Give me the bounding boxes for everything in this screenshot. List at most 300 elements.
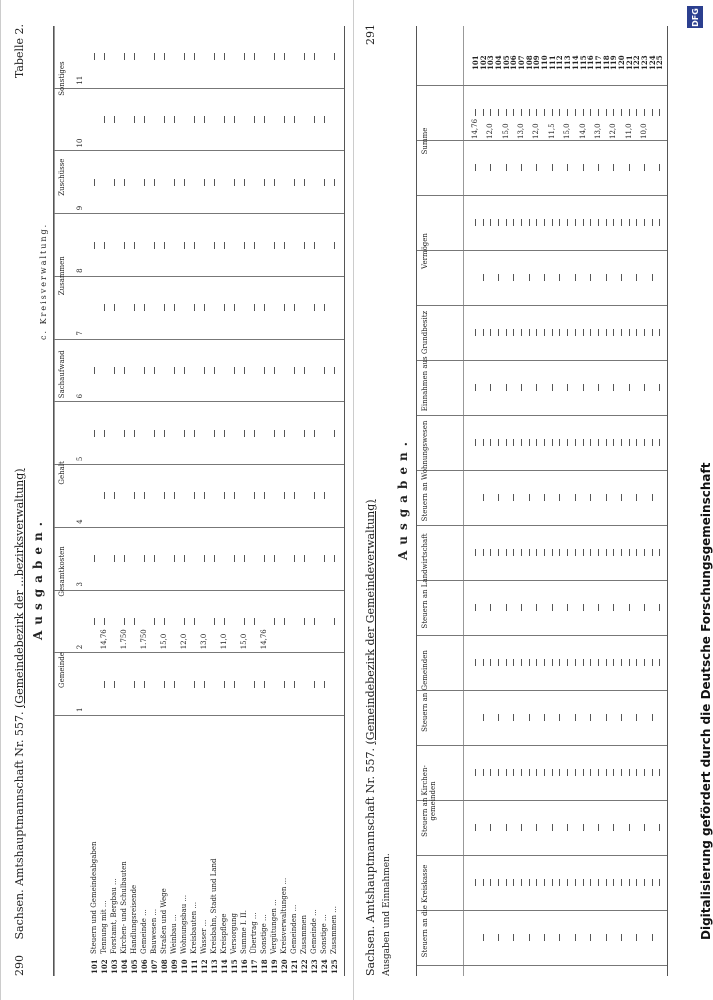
row-label: Kirchen- und Schulbauten bbox=[120, 861, 128, 954]
empty-cell-dash bbox=[475, 330, 476, 337]
empty-cell-dash bbox=[559, 550, 560, 557]
empty-cell-dash bbox=[264, 116, 265, 123]
empty-cell-dash bbox=[483, 220, 484, 227]
right-page-header bbox=[364, 499, 377, 976]
empty-cell-dash bbox=[274, 618, 275, 625]
empty-cell-dash bbox=[334, 53, 335, 60]
empty-cell-dash bbox=[134, 681, 135, 688]
column-separator bbox=[54, 590, 344, 591]
column-number: 6 bbox=[76, 393, 84, 399]
row-label: Zusammen ... bbox=[330, 906, 338, 954]
row-number: 114 bbox=[570, 55, 580, 70]
empty-cell-dash bbox=[521, 770, 522, 777]
empty-cell-dash bbox=[583, 605, 584, 612]
cell-value: 1.750 bbox=[120, 629, 128, 650]
empty-cell-dash bbox=[559, 440, 560, 447]
empty-cell-dash bbox=[529, 220, 530, 227]
row-number: 120 bbox=[280, 959, 289, 974]
column-separator bbox=[417, 85, 667, 86]
empty-cell-dash bbox=[294, 116, 295, 123]
empty-cell-dash bbox=[659, 770, 660, 777]
empty-cell-dash bbox=[621, 220, 622, 227]
empty-cell-dash bbox=[590, 110, 591, 117]
page-number: 291 bbox=[364, 24, 377, 45]
column-number: 11 bbox=[76, 75, 84, 85]
empty-cell-dash bbox=[506, 440, 507, 447]
left-data-table bbox=[53, 26, 345, 976]
column-separator bbox=[417, 635, 667, 636]
empty-cell-dash bbox=[636, 275, 637, 282]
empty-cell-dash bbox=[284, 681, 285, 688]
empty-cell-dash bbox=[224, 618, 225, 625]
right-data-table bbox=[416, 26, 668, 976]
empty-cell-dash bbox=[324, 492, 325, 499]
empty-cell-dash bbox=[636, 440, 637, 447]
empty-cell-dash bbox=[144, 116, 145, 123]
empty-cell-dash bbox=[513, 495, 514, 502]
empty-cell-dash bbox=[629, 605, 630, 612]
empty-cell-dash bbox=[114, 116, 115, 123]
empty-cell-dash bbox=[475, 880, 476, 887]
empty-cell-dash bbox=[124, 555, 125, 562]
empty-cell-dash bbox=[606, 440, 607, 447]
empty-cell-dash bbox=[214, 53, 215, 60]
empty-cell-dash bbox=[567, 550, 568, 557]
empty-cell-dash bbox=[529, 275, 530, 282]
empty-cell-dash bbox=[144, 179, 145, 186]
empty-cell-dash bbox=[214, 179, 215, 186]
row-number: 116 bbox=[586, 55, 596, 70]
column-number: 8 bbox=[76, 268, 84, 273]
empty-cell-dash bbox=[274, 367, 275, 374]
empty-cell-dash bbox=[621, 880, 622, 887]
empty-cell-dash bbox=[583, 825, 584, 832]
empty-cell-dash bbox=[598, 440, 599, 447]
empty-cell-dash bbox=[490, 165, 491, 172]
empty-cell-dash bbox=[606, 275, 607, 282]
empty-cell-dash bbox=[104, 53, 105, 60]
empty-cell-dash bbox=[652, 550, 653, 557]
empty-cell-dash bbox=[659, 605, 660, 612]
empty-cell-dash bbox=[475, 660, 476, 667]
empty-cell-dash bbox=[575, 330, 576, 337]
empty-cell-dash bbox=[264, 367, 265, 374]
empty-cell-dash bbox=[94, 179, 95, 186]
row-number: 117 bbox=[250, 959, 259, 974]
column-header: Gemeinde bbox=[58, 652, 66, 688]
empty-cell-dash bbox=[334, 430, 335, 437]
empty-cell-dash bbox=[506, 550, 507, 557]
empty-cell-dash bbox=[552, 385, 553, 392]
empty-cell-dash bbox=[490, 825, 491, 832]
empty-cell-dash bbox=[324, 179, 325, 186]
empty-cell-dash bbox=[583, 165, 584, 172]
empty-cell-dash bbox=[304, 430, 305, 437]
empty-cell-dash bbox=[575, 880, 576, 887]
empty-cell-dash bbox=[104, 492, 105, 499]
column-header: Vermögen bbox=[421, 233, 429, 269]
empty-cell-dash bbox=[184, 53, 185, 60]
empty-cell-dash bbox=[194, 53, 195, 60]
row-number: 118 bbox=[601, 55, 611, 70]
empty-cell-dash bbox=[490, 440, 491, 447]
empty-cell-dash bbox=[659, 220, 660, 227]
column-separator bbox=[417, 910, 667, 911]
column-separator bbox=[54, 527, 344, 528]
empty-cell-dash bbox=[224, 53, 225, 60]
empty-cell-dash bbox=[324, 555, 325, 562]
empty-cell-dash bbox=[552, 165, 553, 172]
empty-cell-dash bbox=[475, 385, 476, 392]
cell-value: 12,0 bbox=[532, 123, 541, 139]
header-text-c: Nr. 557. bbox=[13, 711, 26, 757]
cell-value: 14,76 bbox=[100, 629, 108, 650]
column-separator bbox=[417, 140, 667, 141]
empty-cell-dash bbox=[590, 715, 591, 722]
empty-cell-dash bbox=[621, 495, 622, 502]
empty-cell-dash bbox=[294, 681, 295, 688]
column-header: Steuern an Gemeinden bbox=[421, 650, 429, 732]
header-divider bbox=[463, 26, 464, 976]
empty-cell-dash bbox=[652, 330, 653, 337]
empty-cell-dash bbox=[506, 165, 507, 172]
empty-cell-dash bbox=[644, 605, 645, 612]
empty-cell-dash bbox=[621, 550, 622, 557]
empty-cell-dash bbox=[134, 618, 135, 625]
empty-cell-dash bbox=[536, 220, 537, 227]
empty-cell-dash bbox=[606, 110, 607, 117]
row-number: 115 bbox=[230, 959, 239, 974]
empty-cell-dash bbox=[590, 330, 591, 337]
empty-cell-dash bbox=[164, 242, 165, 249]
cell-value: 13,0 bbox=[200, 633, 208, 650]
empty-cell-dash bbox=[164, 681, 165, 688]
row-number: 125 bbox=[655, 55, 665, 70]
empty-cell-dash bbox=[134, 492, 135, 499]
empty-cell-dash bbox=[552, 770, 553, 777]
empty-cell-dash bbox=[104, 681, 105, 688]
column-separator bbox=[417, 855, 667, 856]
empty-cell-dash bbox=[544, 330, 545, 337]
empty-cell-dash bbox=[94, 53, 95, 60]
empty-cell-dash bbox=[636, 110, 637, 117]
header-text-c: Nr. 557. bbox=[364, 748, 377, 794]
empty-cell-dash bbox=[234, 304, 235, 311]
empty-cell-dash bbox=[521, 110, 522, 117]
empty-cell-dash bbox=[529, 935, 530, 942]
empty-cell-dash bbox=[606, 550, 607, 557]
row-number: 107 bbox=[150, 959, 159, 974]
empty-cell-dash bbox=[644, 825, 645, 832]
empty-cell-dash bbox=[506, 220, 507, 227]
empty-cell-dash bbox=[498, 660, 499, 667]
empty-cell-dash bbox=[583, 330, 584, 337]
empty-cell-dash bbox=[264, 555, 265, 562]
row-number: 101 bbox=[471, 55, 480, 70]
empty-cell-dash bbox=[234, 492, 235, 499]
empty-cell-dash bbox=[124, 618, 125, 625]
row-number: 116 bbox=[240, 959, 249, 974]
empty-cell-dash bbox=[244, 430, 245, 437]
empty-cell-dash bbox=[606, 495, 607, 502]
column-header: Sachaufwand bbox=[58, 350, 66, 399]
empty-cell-dash bbox=[104, 242, 105, 249]
empty-cell-dash bbox=[575, 110, 576, 117]
empty-cell-dash bbox=[583, 220, 584, 227]
empty-cell-dash bbox=[559, 495, 560, 502]
empty-cell-dash bbox=[536, 660, 537, 667]
empty-cell-dash bbox=[475, 165, 476, 172]
empty-cell-dash bbox=[598, 880, 599, 887]
empty-cell-dash bbox=[144, 304, 145, 311]
empty-cell-dash bbox=[544, 440, 545, 447]
empty-cell-dash bbox=[490, 220, 491, 227]
empty-cell-dash bbox=[529, 330, 530, 337]
empty-cell-dash bbox=[234, 179, 235, 186]
empty-cell-dash bbox=[513, 770, 514, 777]
empty-cell-dash bbox=[529, 440, 530, 447]
row-number: 104 bbox=[120, 959, 129, 974]
empty-cell-dash bbox=[324, 116, 325, 123]
cell-value: 1.750 bbox=[140, 629, 148, 650]
empty-cell-dash bbox=[552, 440, 553, 447]
row-number: 121 bbox=[290, 959, 299, 974]
empty-cell-dash bbox=[606, 330, 607, 337]
empty-cell-dash bbox=[334, 555, 335, 562]
empty-cell-dash bbox=[104, 304, 105, 311]
empty-cell-dash bbox=[552, 110, 553, 117]
empty-cell-dash bbox=[621, 275, 622, 282]
empty-cell-dash bbox=[498, 550, 499, 557]
row-label: Zusammen bbox=[300, 914, 308, 954]
dfg-logo: DFG bbox=[687, 6, 703, 28]
empty-cell-dash bbox=[659, 550, 660, 557]
empty-cell-dash bbox=[590, 440, 591, 447]
row-number: 118 bbox=[260, 959, 269, 974]
column-separator bbox=[417, 305, 667, 306]
empty-cell-dash bbox=[544, 880, 545, 887]
left-page-rotated-content bbox=[9, 20, 349, 980]
empty-cell-dash bbox=[334, 242, 335, 249]
empty-cell-dash bbox=[559, 330, 560, 337]
column-separator bbox=[417, 965, 667, 966]
empty-cell-dash bbox=[544, 660, 545, 667]
empty-cell-dash bbox=[552, 605, 553, 612]
empty-cell-dash bbox=[114, 367, 115, 374]
empty-cell-dash bbox=[613, 440, 614, 447]
empty-cell-dash bbox=[483, 660, 484, 667]
empty-cell-dash bbox=[498, 220, 499, 227]
column-number: 9 bbox=[76, 205, 84, 211]
cell-value: 12,0 bbox=[486, 123, 495, 139]
empty-cell-dash bbox=[483, 550, 484, 557]
empty-cell-dash bbox=[506, 605, 507, 612]
empty-cell-dash bbox=[590, 660, 591, 667]
empty-cell-dash bbox=[613, 770, 614, 777]
empty-cell-dash bbox=[544, 275, 545, 282]
empty-cell-dash bbox=[513, 550, 514, 557]
row-label: Sonstige ... bbox=[320, 914, 328, 954]
empty-cell-dash bbox=[194, 430, 195, 437]
row-label: Gemeinde ... bbox=[310, 909, 318, 954]
empty-cell-dash bbox=[498, 275, 499, 282]
empty-cell-dash bbox=[652, 880, 653, 887]
empty-cell-dash bbox=[154, 555, 155, 562]
empty-cell-dash bbox=[498, 495, 499, 502]
empty-cell-dash bbox=[274, 430, 275, 437]
empty-cell-dash bbox=[314, 53, 315, 60]
empty-cell-dash bbox=[567, 220, 568, 227]
empty-cell-dash bbox=[224, 430, 225, 437]
empty-cell-dash bbox=[475, 605, 476, 612]
empty-cell-dash bbox=[264, 304, 265, 311]
empty-cell-dash bbox=[483, 330, 484, 337]
empty-cell-dash bbox=[490, 605, 491, 612]
cell-value: 11,0 bbox=[624, 123, 633, 139]
empty-cell-dash bbox=[244, 555, 245, 562]
empty-cell-dash bbox=[184, 242, 185, 249]
cell-value: 10,0 bbox=[639, 123, 648, 139]
empty-cell-dash bbox=[124, 367, 125, 374]
empty-cell-dash bbox=[314, 618, 315, 625]
column-separator bbox=[417, 800, 667, 801]
row-number: 102 bbox=[100, 959, 109, 974]
row-label: Handlungsreisende bbox=[130, 884, 138, 954]
row-number: 121 bbox=[624, 55, 634, 70]
empty-cell-dash bbox=[575, 220, 576, 227]
empty-cell-dash bbox=[324, 681, 325, 688]
empty-cell-dash bbox=[194, 618, 195, 625]
row-number: 123 bbox=[310, 959, 319, 974]
empty-cell-dash bbox=[521, 825, 522, 832]
column-separator bbox=[417, 470, 667, 471]
cell-value: 13,0 bbox=[593, 123, 602, 139]
row-number: 119 bbox=[270, 959, 279, 974]
empty-cell-dash bbox=[194, 242, 195, 249]
empty-cell-dash bbox=[184, 367, 185, 374]
empty-cell-dash bbox=[498, 110, 499, 117]
label-column-separator bbox=[54, 715, 344, 716]
empty-cell-dash bbox=[174, 555, 175, 562]
empty-cell-dash bbox=[575, 715, 576, 722]
row-label: Weinbau ... bbox=[170, 914, 178, 954]
empty-cell-dash bbox=[544, 550, 545, 557]
row-number: 105 bbox=[501, 55, 511, 70]
empty-cell-dash bbox=[529, 495, 530, 502]
empty-cell-dash bbox=[652, 275, 653, 282]
empty-cell-dash bbox=[659, 440, 660, 447]
empty-cell-dash bbox=[314, 242, 315, 249]
empty-cell-dash bbox=[204, 492, 205, 499]
row-label: Wohnungsbau ... bbox=[180, 894, 188, 954]
empty-cell-dash bbox=[490, 880, 491, 887]
row-number: 122 bbox=[300, 959, 309, 974]
empty-cell-dash bbox=[104, 618, 105, 625]
empty-cell-dash bbox=[490, 110, 491, 117]
empty-cell-dash bbox=[274, 53, 275, 60]
empty-cell-dash bbox=[513, 110, 514, 117]
empty-cell-dash bbox=[613, 220, 614, 227]
row-number: 106 bbox=[140, 959, 149, 974]
empty-cell-dash bbox=[590, 770, 591, 777]
empty-cell-dash bbox=[521, 660, 522, 667]
empty-cell-dash bbox=[154, 367, 155, 374]
empty-cell-dash bbox=[134, 430, 135, 437]
empty-cell-dash bbox=[506, 770, 507, 777]
empty-cell-dash bbox=[194, 116, 195, 123]
empty-cell-dash bbox=[114, 179, 115, 186]
empty-cell-dash bbox=[224, 492, 225, 499]
empty-cell-dash bbox=[606, 935, 607, 942]
empty-cell-dash bbox=[536, 440, 537, 447]
empty-cell-dash bbox=[613, 660, 614, 667]
empty-cell-dash bbox=[483, 715, 484, 722]
empty-cell-dash bbox=[334, 367, 335, 374]
row-number: 101 bbox=[90, 959, 99, 974]
empty-cell-dash bbox=[124, 179, 125, 186]
section-title: Ausgaben. bbox=[31, 516, 45, 640]
row-label: Steuern und Gemeindeabgaben bbox=[90, 841, 98, 954]
column-separator bbox=[54, 464, 344, 465]
row-label: Sonstige ... bbox=[260, 914, 268, 954]
empty-cell-dash bbox=[498, 770, 499, 777]
empty-cell-dash bbox=[274, 179, 275, 186]
empty-cell-dash bbox=[559, 770, 560, 777]
empty-cell-dash bbox=[567, 825, 568, 832]
empty-cell-dash bbox=[483, 495, 484, 502]
empty-cell-dash bbox=[629, 385, 630, 392]
empty-cell-dash bbox=[529, 110, 530, 117]
cell-value: 15,0 bbox=[240, 633, 248, 650]
empty-cell-dash bbox=[304, 618, 305, 625]
empty-cell-dash bbox=[629, 110, 630, 117]
subheader: Ausgaben und Einnahmen. bbox=[382, 853, 392, 976]
empty-cell-dash bbox=[521, 550, 522, 557]
empty-cell-dash bbox=[164, 618, 165, 625]
empty-cell-dash bbox=[513, 330, 514, 337]
row-number: 122 bbox=[632, 55, 642, 70]
empty-cell-dash bbox=[224, 242, 225, 249]
empty-cell-dash bbox=[164, 492, 165, 499]
empty-cell-dash bbox=[194, 492, 195, 499]
column-number: 10 bbox=[76, 138, 84, 148]
empty-cell-dash bbox=[575, 770, 576, 777]
empty-cell-dash bbox=[490, 550, 491, 557]
empty-cell-dash bbox=[513, 220, 514, 227]
empty-cell-dash bbox=[244, 53, 245, 60]
empty-cell-dash bbox=[559, 660, 560, 667]
empty-cell-dash bbox=[204, 304, 205, 311]
empty-cell-dash bbox=[194, 681, 195, 688]
empty-cell-dash bbox=[575, 935, 576, 942]
empty-cell-dash bbox=[134, 242, 135, 249]
empty-cell-dash bbox=[529, 770, 530, 777]
empty-cell-dash bbox=[552, 660, 553, 667]
empty-cell-dash bbox=[174, 681, 175, 688]
empty-cell-dash bbox=[598, 770, 599, 777]
empty-cell-dash bbox=[652, 495, 653, 502]
empty-cell-dash bbox=[174, 492, 175, 499]
empty-cell-dash bbox=[214, 367, 215, 374]
empty-cell-dash bbox=[521, 330, 522, 337]
empty-cell-dash bbox=[194, 304, 195, 311]
empty-cell-dash bbox=[475, 770, 476, 777]
empty-cell-dash bbox=[544, 770, 545, 777]
empty-cell-dash bbox=[629, 550, 630, 557]
empty-cell-dash bbox=[559, 275, 560, 282]
column-header: Gehalt bbox=[58, 461, 66, 485]
empty-cell-dash bbox=[613, 825, 614, 832]
